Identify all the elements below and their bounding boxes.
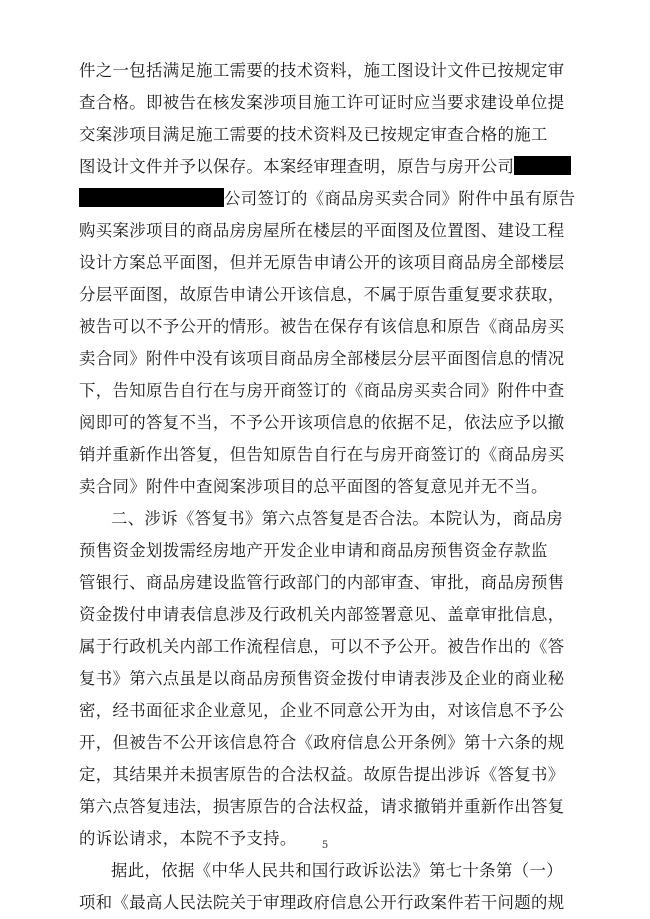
text-line: 开，但被告不公开该信息符合《政府信息公开条例》第十六条的规 — [79, 733, 565, 752]
text-line — [79, 183, 584, 215]
text-line: 购买案涉项目的商品房房屋所在楼层的平面图及位置图、建设工程 — [79, 221, 565, 240]
text-line: 的诉讼请求，本院不予支持。 — [79, 829, 297, 848]
text-line: 被告可以不予公开的情形。被告在保存有该信息和原告《商品房买 — [79, 317, 565, 336]
text-line: 密，经书面征求企业意见，企业不同意公开为由，对该信息不予公 — [79, 701, 565, 720]
text-line: 预售资金划拨需经房地产开发企业申请和商品房预售资金存款监 — [79, 541, 548, 560]
text-line: 查合格。即被告在核发案涉项目施工许可证时应当要求建设单位提 — [79, 93, 565, 112]
text-segment: 图设计文件并予以保存。本案经审理查明，原告与房开公司 — [79, 157, 515, 176]
text-line: 销并重新作出答复，但告知原告自行在与房开商签订的《商品房买 — [79, 445, 565, 464]
text-line: 复书》第六点虽是以商品房预售资金拨付申请表涉及企业的商业秘 — [79, 669, 565, 688]
text-line: 卖合同》附件中查阅案涉项目的总平面图的答复意见并无不当。 — [79, 477, 548, 496]
text-line: 阅即可的答复不当，不予公开该项信息的依据不足，依法应予以撤 — [79, 413, 565, 432]
redaction-block — [79, 188, 224, 207]
redaction-block — [514, 156, 571, 175]
text-line — [79, 151, 584, 183]
text-line: 项和《最高人民法院关于审理政府信息公开行政案件若干问题的规 — [79, 893, 565, 912]
text-line: 件之一包括满足施工需要的技术资料，施工图设计文件已按规定审 — [79, 61, 565, 80]
text-line: 分层平面图，故原告申请公开该信息，不属于原告重复要求获取， — [79, 285, 565, 304]
text-line: 二、涉诉《答复书》第六点答复是否合法。本院认为，商品房 — [111, 509, 563, 528]
text-line: 定，其结果并未损害原告的合法权益。故原告提出涉诉《答复书》 — [79, 765, 565, 784]
text-line: 设计方案总平面图，但并无原告申请公开的该项目商品房全部楼层 — [79, 253, 565, 272]
text-line: 交案涉项目满足施工需要的技术资料及已按规定审查合格的施工 — [79, 125, 548, 144]
body-text — [79, 55, 584, 919]
page-number: 5 — [321, 840, 329, 851]
text-line: 属于行政机关内部工作流程信息，可以不予公开。被告作出的《答 — [79, 637, 565, 656]
text-line: 据此，依据《中华人民共和国行政诉讼法》第七十条第（一） — [111, 861, 563, 880]
text-line: 卖合同》附件中没有该项目商品房全部楼层分层平面图信息的情况 — [79, 349, 565, 368]
text-line: 第六点答复违法，损害原告的合法权益，请求撤销并重新作出答复 — [79, 797, 565, 816]
text-line: 资金拨付申请表信息涉及行政机关内部签署意见、盖章审批信息， — [79, 605, 565, 624]
text-line: 管银行、商品房建设监管行政部门的内部审查、审批，商品房预售 — [79, 573, 565, 592]
text-segment: 公司签订的《商品房买卖合同》附件中虽有原告 — [224, 189, 576, 208]
text-line: 下，告知原告自行在与房开商签订的《商品房买卖合同》附件中查 — [79, 381, 565, 400]
